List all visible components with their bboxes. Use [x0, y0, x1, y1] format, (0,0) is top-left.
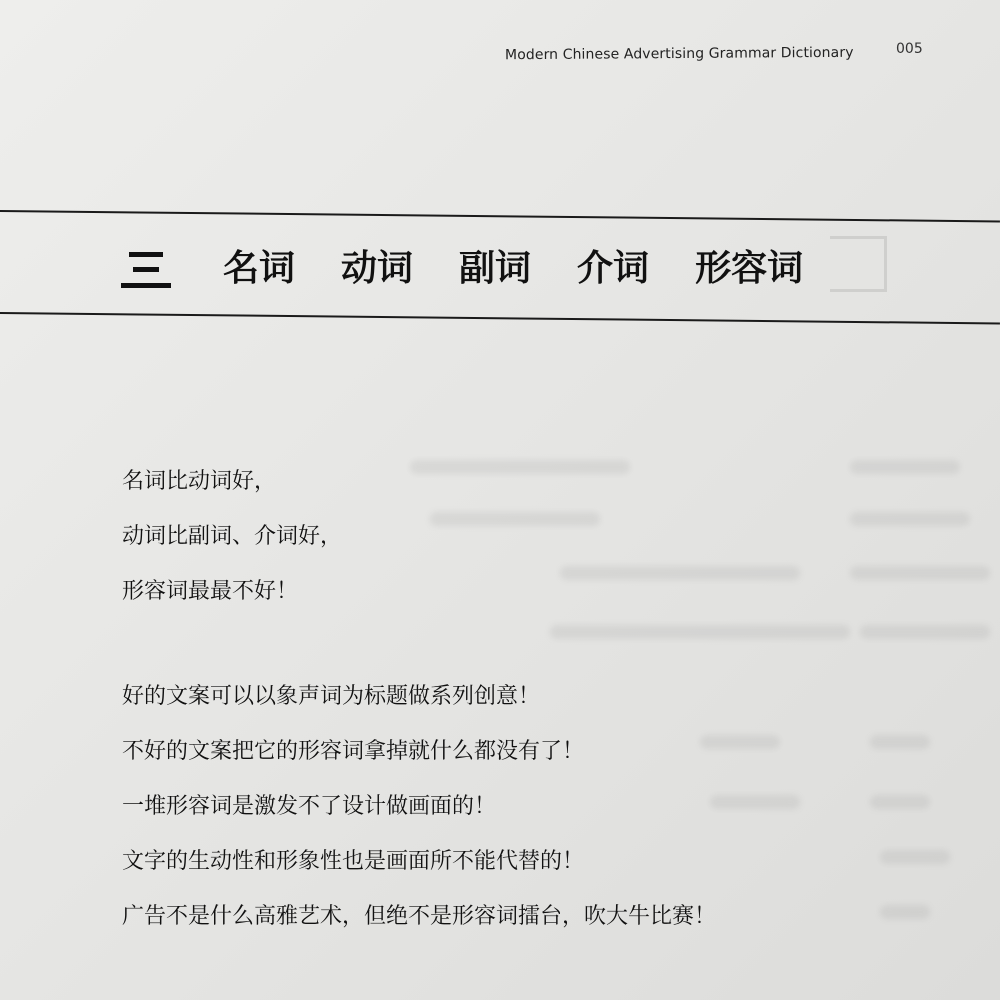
body-stanza-2 [122, 677, 716, 952]
body-line: 广告不是什么高雅艺术，但绝不是形容词擂台，吹大牛比赛！ [122, 904, 717, 929]
chapter-word-preposition: 介词 [577, 247, 650, 289]
numeral-stroke-2 [133, 267, 159, 272]
numeral-stroke-3 [121, 283, 171, 288]
chapter-rule-top [0, 210, 1000, 222]
chapter-numeral-three [121, 250, 171, 290]
body-line: 不好的文案把它的形容词拿掉就什么都没有了！ [122, 739, 585, 764]
chapter-word-adverb: 副词 [459, 247, 532, 289]
body-stanza-1 [122, 462, 342, 627]
chapter-word-adjective: 形容词 [695, 247, 804, 289]
body-line: 文字的生动性和形象性也是画面所不能代替的！ [122, 849, 585, 874]
running-header-title: Modern Chinese Advertising Grammar Dictionary [504, 44, 854, 64]
body-line: 名词比动词好， [122, 469, 277, 494]
chapter-word-noun: 名词 [223, 247, 296, 289]
body-line: 动词比副词、介词好， [122, 524, 343, 549]
facing-page-ghost-glyph [830, 236, 887, 292]
body-line: 一堆形容词是激发不了设计做画面的！ [122, 794, 497, 819]
body-line: 好的文案可以以象声词为标题做系列创意！ [122, 684, 541, 709]
chapter-word-verb: 动词 [341, 247, 414, 289]
page-number: 005 [896, 41, 923, 57]
numeral-stroke-1 [129, 252, 163, 257]
body-line: 形容词最最不好！ [122, 579, 299, 604]
chapter-rule-bottom [0, 312, 1000, 324]
chapter-title [223, 240, 803, 291]
